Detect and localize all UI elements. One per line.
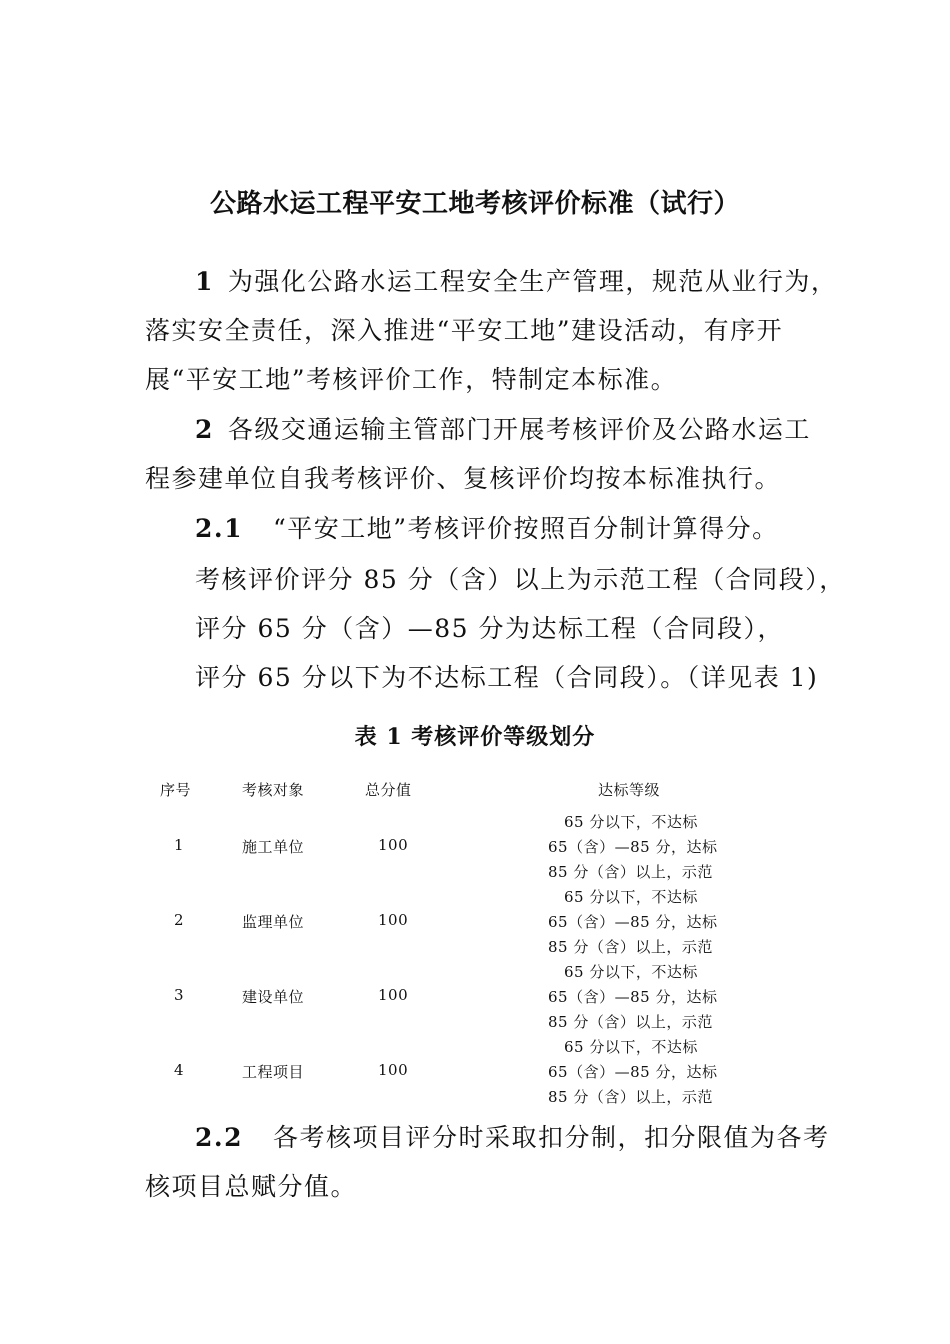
table-row-2-seq: 2 (174, 911, 185, 929)
table-row-4-score: 100 (378, 1061, 409, 1079)
section-2-line-1: 2 各级交通运输主管部门开展考核评价及公路水运工 (195, 415, 811, 444)
table-row-1-grade-1: 65 分以下，不达标 (564, 813, 698, 831)
table-row-4-grade-2: 65（含）—85 分，达标 (548, 1063, 718, 1081)
section-2-2-number: 2.2 (195, 1123, 243, 1152)
table-row-1-grade-3: 85 分（含）以上，示范 (548, 863, 713, 881)
table-row-2-grade-3: 85 分（含）以上，示范 (548, 938, 713, 956)
document-title: 公路水运工程平安工地考核评价标准（试行） (209, 189, 740, 219)
table-row-1-score: 100 (378, 836, 409, 854)
section-2-number: 2 (195, 415, 214, 444)
table-row-2-target: 监理单位 (242, 913, 305, 931)
section-2-1-line-3: 评分 65 分（含）—85 分为达标工程（合同段）， (195, 614, 784, 643)
table-1-caption: 表 1 考核评价等级划分 (354, 724, 596, 750)
section-1-line-1: 1 为强化公路水运工程安全生产管理，规范从业行为， (195, 267, 838, 296)
section-1-line-3: 展“平安工地”考核评价工作，特制定本标准。 (145, 365, 678, 394)
section-2-1-number: 2.1 (195, 514, 243, 543)
section-2-2-line-1: 2.2 各考核项目评分时采取扣分制，扣分限值为各考 (195, 1123, 830, 1152)
section-1-line-2: 落实安全责任，深入推进“平安工地”建设活动，有序开 (145, 316, 784, 345)
table-row-4-grade-1: 65 分以下，不达标 (564, 1038, 698, 1056)
section-2-1-line-2: 考核评价评分 85 分（含）以上为示范工程（合同段）， (195, 565, 846, 594)
table-row-3-grade-3: 85 分（含）以上，示范 (548, 1013, 713, 1031)
table-row-1-target: 施工单位 (242, 838, 305, 856)
section-1-number: 1 (195, 267, 214, 296)
table-header-score: 总分值 (365, 781, 412, 799)
section-2-1-line-4: 评分 65 分以下为不达标工程（合同段）。（详见表 1) (195, 663, 819, 692)
table-header-seq: 序号 (160, 781, 192, 799)
table-header-target: 考核对象 (242, 781, 305, 799)
table-row-2-grade-2: 65（含）—85 分，达标 (548, 913, 718, 931)
table-row-3-grade-1: 65 分以下，不达标 (564, 963, 698, 981)
table-header-grade: 达标等级 (598, 781, 661, 799)
table-row-4-target: 工程项目 (242, 1063, 305, 1081)
table-row-2-score: 100 (378, 911, 409, 929)
table-row-3-grade-2: 65（含）—85 分，达标 (548, 988, 718, 1006)
table-row-3-target: 建设单位 (242, 988, 305, 1006)
table-row-4-seq: 4 (174, 1061, 185, 1079)
section-2-2-line-2: 核项目总赋分值。 (145, 1172, 358, 1201)
section-2-line-2: 程参建单位自我考核评价、复核评价均按本标准执行。 (145, 464, 782, 493)
table-row-1-seq: 1 (174, 836, 185, 854)
section-2-1-line-1: 2.1 “平安工地”考核评价按照百分制计算得分。 (195, 514, 779, 543)
table-row-4-grade-3: 85 分（含）以上，示范 (548, 1088, 713, 1106)
table-row-3-score: 100 (378, 986, 409, 1004)
table-row-3-seq: 3 (174, 986, 185, 1004)
table-row-1-grade-2: 65（含）—85 分，达标 (548, 838, 718, 856)
table-row-2-grade-1: 65 分以下，不达标 (564, 888, 698, 906)
